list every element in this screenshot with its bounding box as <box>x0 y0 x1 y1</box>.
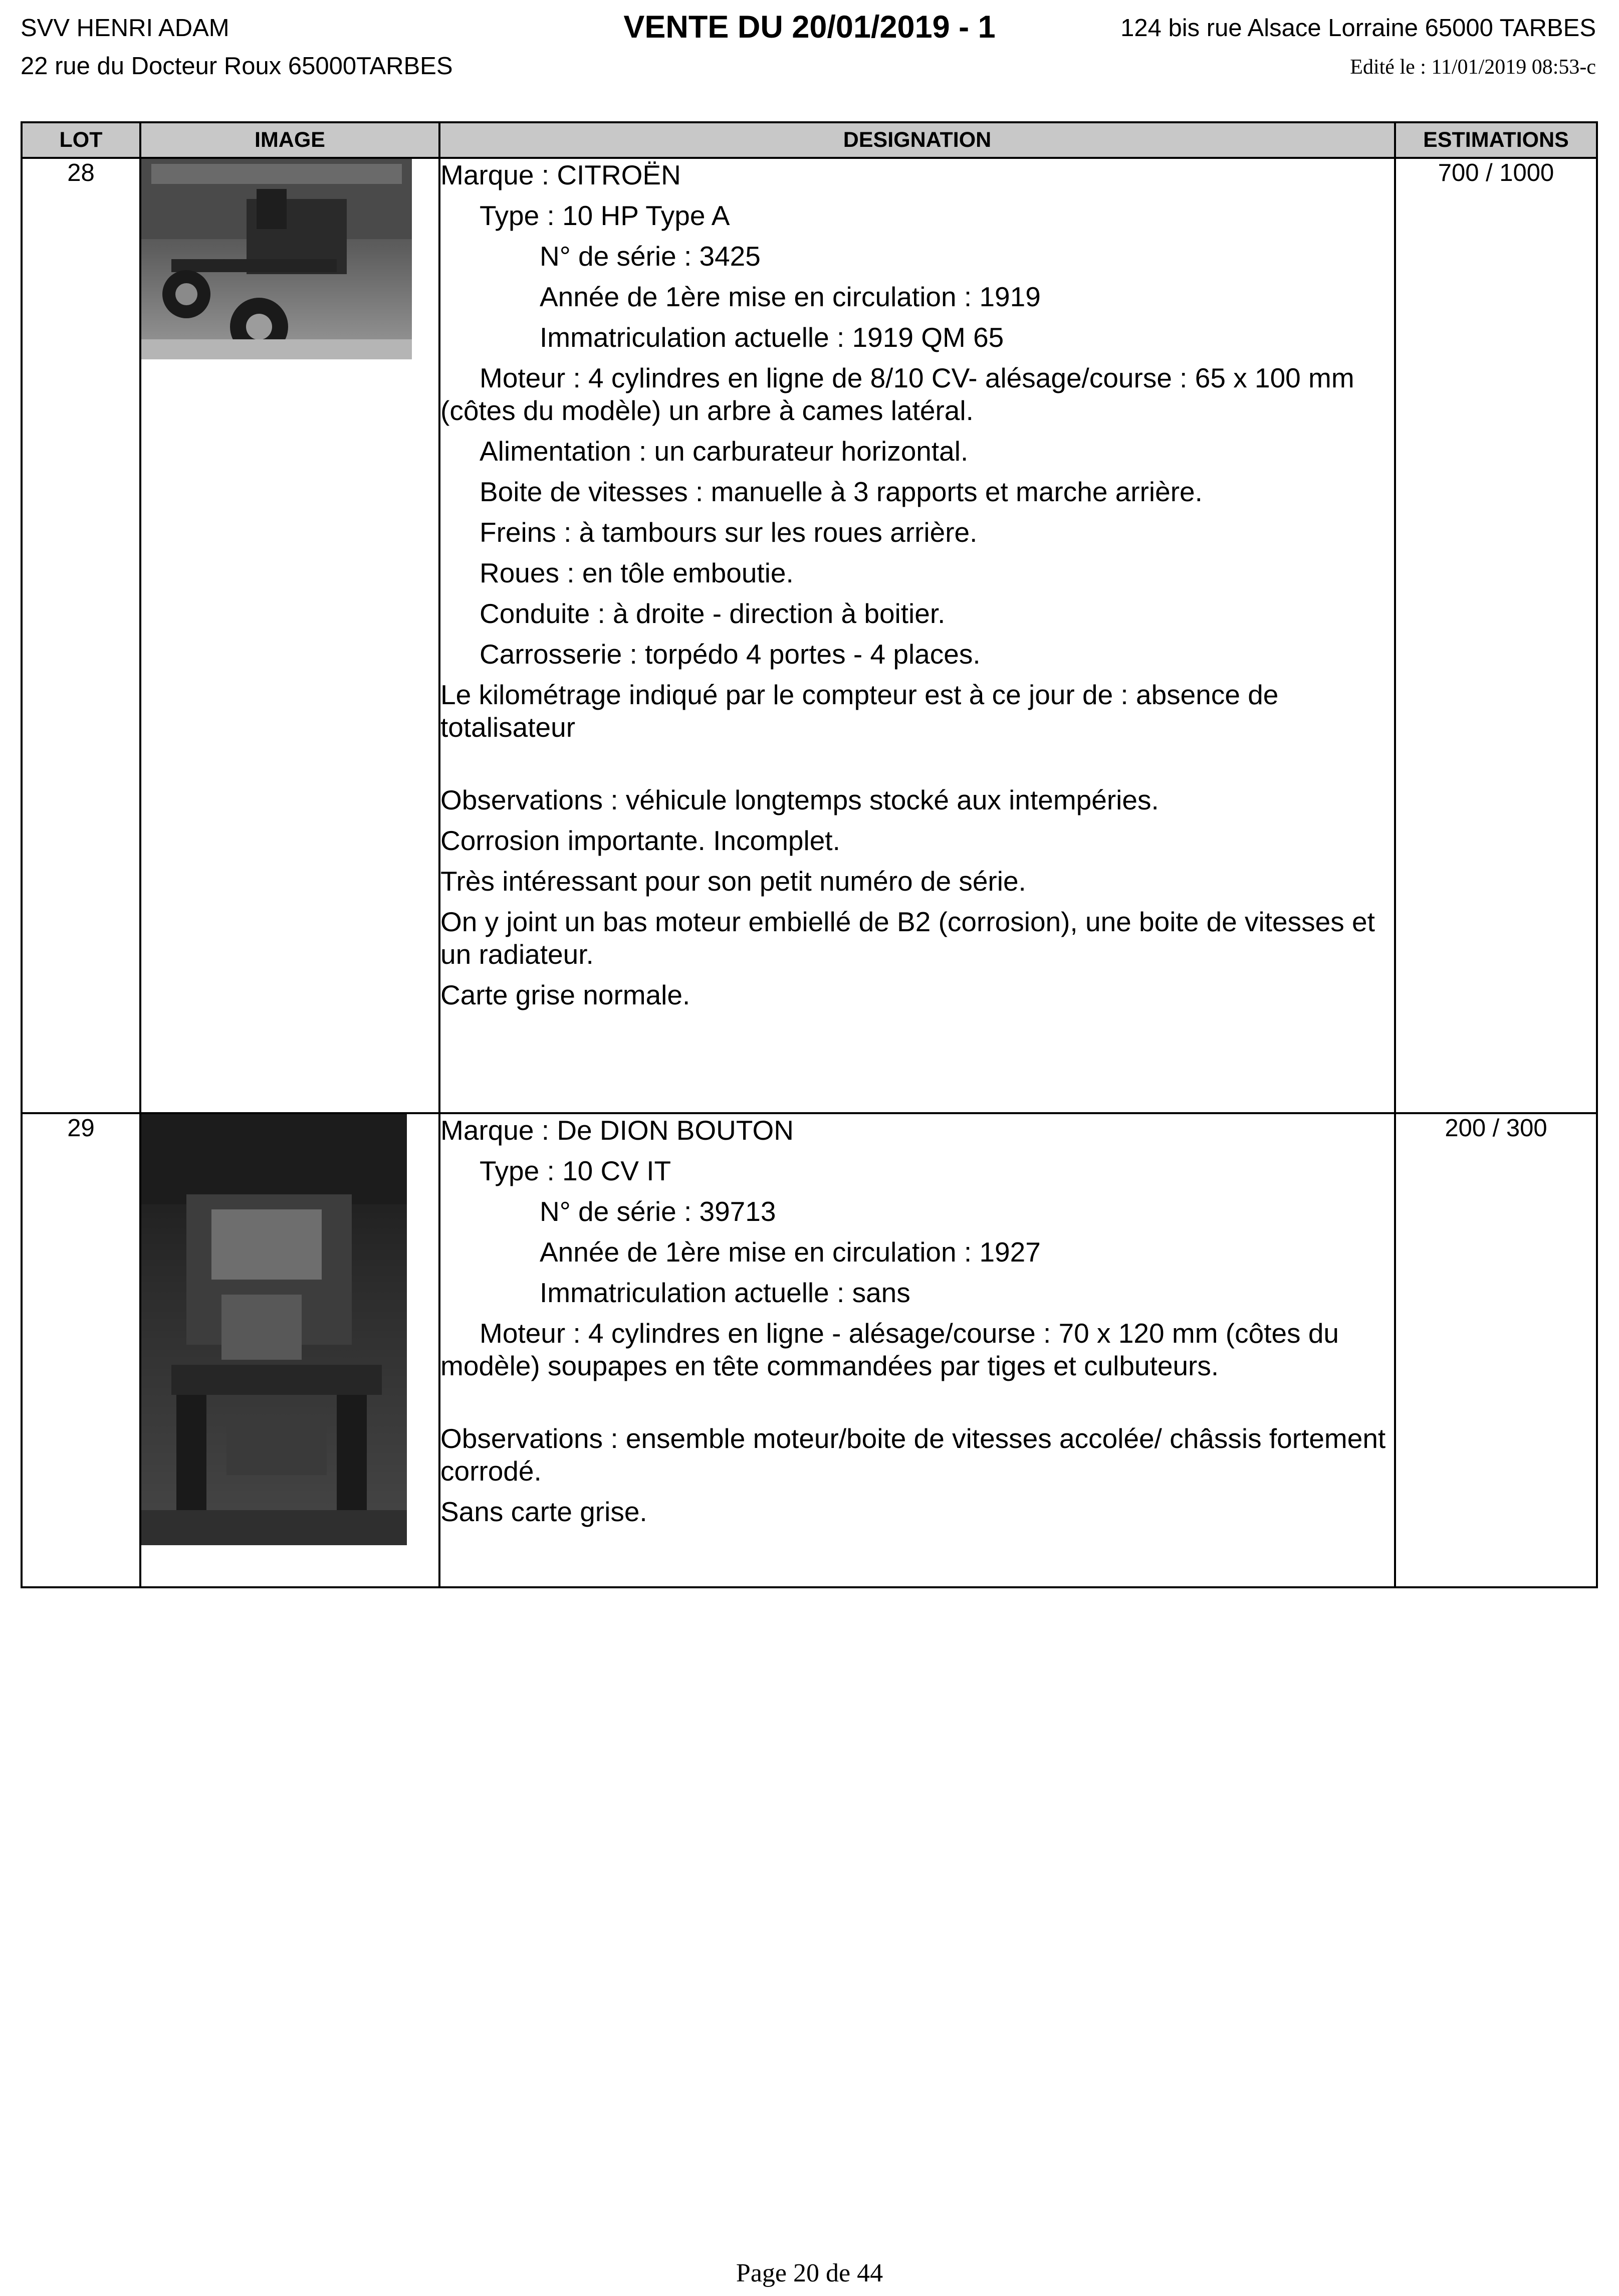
sale-title: VENTE DU 20/01/2019 - 1 <box>623 10 996 45</box>
edit-timestamp: Edité le : 11/01/2019 08:53-c <box>1350 56 1596 79</box>
designation-line: Boite de vitesses : manuelle à 3 rapports et marche arrière. <box>480 476 1203 507</box>
designation-line: On y joint un bas moteur embiellé de B2 (corrosion), une boite de vitesses et un radiateur. <box>440 906 1375 970</box>
column-header-estimations: ESTIMATIONS <box>1395 122 1597 158</box>
designation-line: Année de 1ère mise en circulation : 1919 <box>540 281 1041 312</box>
designation-line: Observations : véhicule longtemps stocké aux intempéries. <box>440 784 1159 815</box>
lot-designation <box>439 1113 1395 1587</box>
designation-line: Très intéressant pour son petit numéro de série. <box>440 866 1026 897</box>
designation-line: Moteur : 4 cylindres en ligne de 8/10 CV- alésage/course : 65 x 100 mm (côtes du modèle) un arbre à cames latéral. <box>440 362 1354 426</box>
designation-line: Freins : à tambours sur les roues arrière. <box>480 517 978 548</box>
lot-number: 28 <box>22 158 140 1113</box>
designation-line: Le kilométrage indiqué par le compteur est à ce jour de : absence de totalisateur <box>440 679 1279 743</box>
table-header-row <box>22 122 1597 158</box>
column-header-designation: DESIGNATION <box>439 122 1395 158</box>
designation-line: Immatriculation actuelle : 1919 QM 65 <box>540 322 1004 353</box>
column-header-lot: LOT <box>22 122 140 158</box>
lot-row-28 <box>22 158 1597 1113</box>
designation-line: Type : 10 HP Type A <box>480 200 730 231</box>
lot-number: 29 <box>22 1113 140 1587</box>
lot-photo-citroen <box>141 159 412 359</box>
designation-line: Sans carte grise. <box>440 1496 647 1527</box>
designation-line: N° de série : 3425 <box>540 241 761 272</box>
designation-line: Observations : ensemble moteur/boite de vitesses accolée/ châssis fortement corrodé. <box>440 1423 1386 1487</box>
designation-line: Marque : De DION BOUTON <box>440 1115 794 1146</box>
designation-line: N° de série : 39713 <box>540 1196 776 1227</box>
designation-line: Moteur : 4 cylindres en ligne - alésage/course : 70 x 120 mm (côtes du modèle) soupapes en tête commandées par tiges et culbuteurs. <box>440 1318 1339 1381</box>
designation-line: Alimentation : un carburateur horizontal. <box>480 436 969 467</box>
company-name: SVV HENRI ADAM <box>21 15 229 42</box>
designation-line: Carrosserie : torpédo 4 portes - 4 places. <box>480 639 981 670</box>
sale-address: 124 bis rue Alsace Lorraine 65000 TARBES <box>1120 15 1596 42</box>
lot-photo-de-dion-bouton <box>141 1114 407 1545</box>
designation-line: Corrosion importante. Incomplet. <box>440 825 840 856</box>
page-number: Page 20 de 44 <box>736 2259 883 2287</box>
lot-estimate: 700 / 1000 <box>1395 158 1597 1113</box>
lot-designation <box>439 158 1395 1113</box>
lots-table <box>21 121 1598 1588</box>
designation-line: Immatriculation actuelle : sans <box>540 1277 910 1308</box>
designation-line: Année de 1ère mise en circulation : 1927 <box>540 1236 1041 1268</box>
designation-line: Conduite : à droite - direction à boitier. <box>480 598 946 629</box>
company-address: 22 rue du Docteur Roux 65000TARBES <box>21 53 453 80</box>
designation-line: Marque : CITROËN <box>440 159 681 190</box>
designation-line: Type : 10 CV IT <box>480 1155 671 1186</box>
designation-line: Roues : en tôle emboutie. <box>480 557 794 588</box>
lot-row-29 <box>22 1113 1597 1587</box>
column-header-image: IMAGE <box>140 122 439 158</box>
designation-line: Carte grise normale. <box>440 979 690 1010</box>
lot-estimate: 200 / 300 <box>1395 1113 1597 1587</box>
